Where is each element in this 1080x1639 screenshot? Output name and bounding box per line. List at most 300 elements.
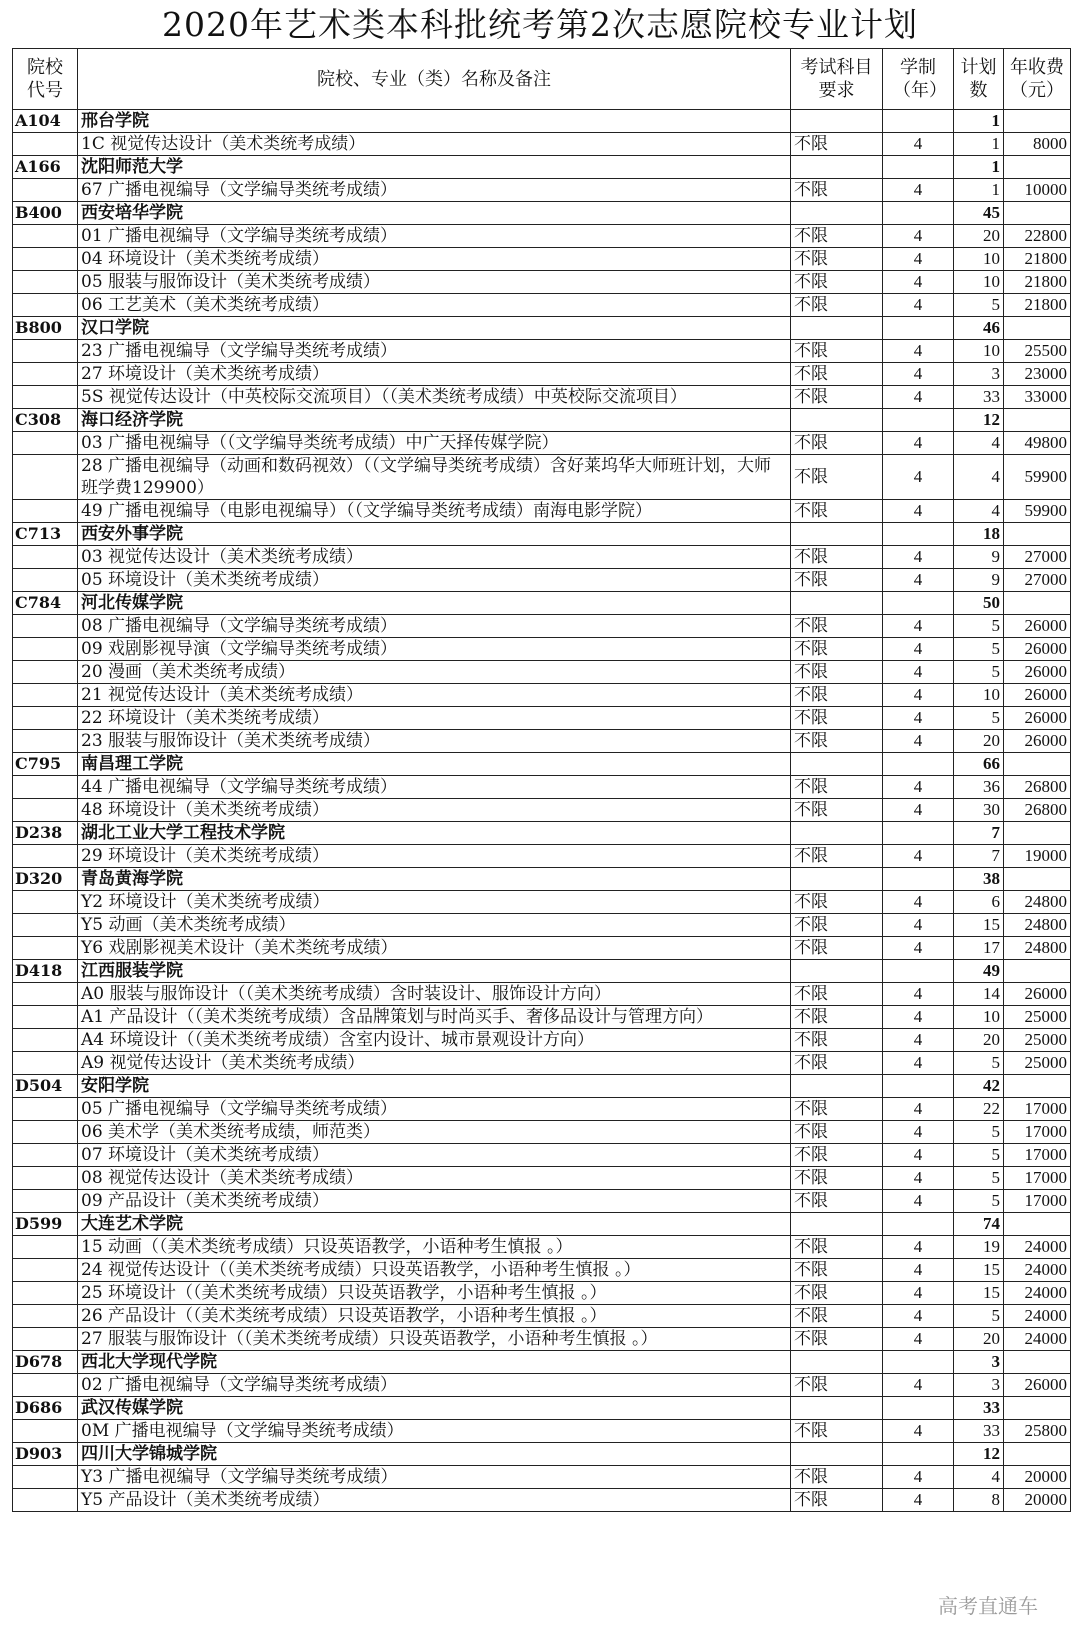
major-row [13,707,1071,730]
major-years: 4 [883,340,954,363]
school-name: 南昌理工学院 [78,753,791,776]
major-name: 03 视觉传达设计（美术类统考成绩） [78,546,791,569]
major-plan: 1 [954,179,1004,202]
major-exam: 不限 [791,1420,883,1443]
exam-cell [791,960,883,983]
school-code: B800 [13,317,78,340]
school-name: 大连艺术学院 [78,1213,791,1236]
school-plan: 7 [954,822,1004,845]
fee-cell [1004,523,1071,546]
major-exam: 不限 [791,546,883,569]
major-name: 05 广播电视编导（文学编导类统考成绩） [78,1098,791,1121]
major-fee: 21800 [1004,248,1071,271]
years-cell [883,523,954,546]
major-years: 4 [883,546,954,569]
major-fee: 26000 [1004,730,1071,753]
major-fee: 33000 [1004,386,1071,409]
major-years: 4 [883,638,954,661]
major-years: 4 [883,1259,954,1282]
major-row [13,1121,1071,1144]
major-plan: 10 [954,1006,1004,1029]
major-fee: 17000 [1004,1121,1071,1144]
major-years: 4 [883,684,954,707]
major-row [13,1374,1071,1397]
major-exam: 不限 [791,1144,883,1167]
school-name: 安阳学院 [78,1075,791,1098]
major-row [13,1144,1071,1167]
exam-cell [791,110,883,133]
major-name: 15 动画（（美术类统考成绩）只设英语教学，小语种考生慎报 。） [78,1236,791,1259]
major-plan: 5 [954,294,1004,317]
major-exam: 不限 [791,363,883,386]
major-fee: 26000 [1004,684,1071,707]
code-cell [13,845,78,868]
major-row [13,638,1071,661]
major-exam: 不限 [791,455,883,500]
major-fee: 26000 [1004,661,1071,684]
major-name: 02 广播电视编导（文学编导类统考成绩） [78,1374,791,1397]
school-plan: 3 [954,1351,1004,1374]
major-years: 4 [883,1420,954,1443]
major-years: 4 [883,225,954,248]
major-plan: 33 [954,1420,1004,1443]
major-years: 4 [883,1144,954,1167]
major-plan: 10 [954,340,1004,363]
code-cell [13,1420,78,1443]
code-cell [13,225,78,248]
school-row [13,1075,1071,1098]
major-fee: 25800 [1004,1420,1071,1443]
major-plan: 15 [954,914,1004,937]
code-cell [13,1259,78,1282]
code-cell [13,271,78,294]
exam-cell [791,753,883,776]
code-cell [13,615,78,638]
school-plan: 33 [954,1397,1004,1420]
header-plan: 计划数 [954,49,1004,110]
major-exam: 不限 [791,983,883,1006]
school-name: 汉口学院 [78,317,791,340]
major-fee: 25000 [1004,1006,1071,1029]
header-code: 院校代号 [13,49,78,110]
major-plan: 5 [954,1144,1004,1167]
major-name: 08 广播电视编导（文学编导类统考成绩） [78,615,791,638]
major-fee: 8000 [1004,133,1071,156]
code-cell [13,248,78,271]
school-plan: 66 [954,753,1004,776]
school-plan: 1 [954,110,1004,133]
major-name: 09 戏剧影视导演（文学编导类统考成绩） [78,638,791,661]
major-row [13,983,1071,1006]
major-plan: 15 [954,1259,1004,1282]
major-years: 4 [883,1328,954,1351]
school-name: 青岛黄海学院 [78,868,791,891]
major-row [13,1466,1071,1489]
school-name: 武汉传媒学院 [78,1397,791,1420]
major-fee: 24000 [1004,1259,1071,1282]
major-name: 48 环境设计（美术类统考成绩） [78,799,791,822]
major-exam: 不限 [791,937,883,960]
major-row [13,1305,1071,1328]
major-name: 07 环境设计（美术类统考成绩） [78,1144,791,1167]
school-plan: 45 [954,202,1004,225]
major-name: 23 服装与服饰设计（美术类统考成绩） [78,730,791,753]
major-name: 23 广播电视编导（文学编导类统考成绩） [78,340,791,363]
major-fee: 17000 [1004,1098,1071,1121]
code-cell [13,340,78,363]
major-fee: 26000 [1004,707,1071,730]
school-name: 西安培华学院 [78,202,791,225]
school-name: 邢台学院 [78,110,791,133]
major-row [13,799,1071,822]
major-row [13,363,1071,386]
school-name: 河北传媒学院 [78,592,791,615]
major-name: 27 服装与服饰设计（（美术类统考成绩）只设英语教学，小语种考生慎报 。） [78,1328,791,1351]
school-plan: 46 [954,317,1004,340]
major-years: 4 [883,1305,954,1328]
major-plan: 5 [954,707,1004,730]
major-row [13,271,1071,294]
school-row [13,1213,1071,1236]
code-cell [13,799,78,822]
major-fee: 21800 [1004,271,1071,294]
major-exam: 不限 [791,1098,883,1121]
fee-cell [1004,110,1071,133]
major-row [13,937,1071,960]
code-cell [13,546,78,569]
major-name: Y5 动画（美术类统考成绩） [78,914,791,937]
major-years: 4 [883,845,954,868]
major-plan: 20 [954,1029,1004,1052]
school-row [13,753,1071,776]
major-exam: 不限 [791,1282,883,1305]
code-cell [13,386,78,409]
major-plan: 36 [954,776,1004,799]
fee-cell [1004,317,1071,340]
major-exam: 不限 [791,1374,883,1397]
major-years: 4 [883,133,954,156]
school-row [13,409,1071,432]
major-fee: 24000 [1004,1328,1071,1351]
major-row [13,432,1071,455]
major-plan: 20 [954,730,1004,753]
header-exam: 考试科目要求 [791,49,883,110]
major-years: 4 [883,661,954,684]
school-code: D504 [13,1075,78,1098]
major-exam: 不限 [791,1328,883,1351]
major-exam: 不限 [791,500,883,523]
major-years: 4 [883,248,954,271]
header-name: 院校、专业（类）名称及备注 [78,49,791,110]
code-cell [13,730,78,753]
major-plan: 5 [954,1052,1004,1075]
major-name: A9 视觉传达设计（美术类统考成绩） [78,1052,791,1075]
major-name: 24 视觉传达设计（（美术类统考成绩）只设英语教学，小语种考生慎报 。） [78,1259,791,1282]
major-plan: 4 [954,1466,1004,1489]
major-name: 25 环境设计（（美术类统考成绩）只设英语教学，小语种考生慎报 。） [78,1282,791,1305]
major-exam: 不限 [791,1006,883,1029]
major-plan: 6 [954,891,1004,914]
major-exam: 不限 [791,845,883,868]
major-exam: 不限 [791,271,883,294]
major-name: 44 广播电视编导（文学编导类统考成绩） [78,776,791,799]
fee-cell [1004,1213,1071,1236]
school-plan: 12 [954,409,1004,432]
major-exam: 不限 [791,225,883,248]
fee-cell [1004,1075,1071,1098]
school-name: 海口经济学院 [78,409,791,432]
header-row [13,49,1071,110]
exam-cell [791,1351,883,1374]
major-plan: 30 [954,799,1004,822]
major-row [13,1282,1071,1305]
major-years: 4 [883,294,954,317]
major-plan: 5 [954,1305,1004,1328]
major-exam: 不限 [791,432,883,455]
code-cell [13,1167,78,1190]
school-code: C784 [13,592,78,615]
major-years: 4 [883,179,954,202]
years-cell [883,1075,954,1098]
major-years: 4 [883,1466,954,1489]
major-years: 4 [883,1167,954,1190]
code-cell [13,1282,78,1305]
major-name: 05 环境设计（美术类统考成绩） [78,569,791,592]
school-code: A166 [13,156,78,179]
header-years: 学制（年） [883,49,954,110]
major-years: 4 [883,983,954,1006]
major-exam: 不限 [791,1236,883,1259]
major-name: 1C 视觉传达设计（美术类统考成绩） [78,133,791,156]
major-years: 4 [883,799,954,822]
major-row [13,1420,1071,1443]
exam-cell [791,1213,883,1236]
major-row [13,891,1071,914]
exam-cell [791,409,883,432]
major-fee: 26000 [1004,1374,1071,1397]
school-row [13,960,1071,983]
school-plan: 1 [954,156,1004,179]
code-cell [13,661,78,684]
major-name: A0 服装与服饰设计（（美术类统考成绩）含时装设计、服饰设计方向） [78,983,791,1006]
major-years: 4 [883,500,954,523]
code-cell [13,1489,78,1512]
major-plan: 33 [954,386,1004,409]
code-cell [13,1374,78,1397]
major-years: 4 [883,1236,954,1259]
major-years: 4 [883,914,954,937]
major-fee: 25500 [1004,340,1071,363]
major-fee: 17000 [1004,1167,1071,1190]
major-fee: 22800 [1004,225,1071,248]
years-cell [883,822,954,845]
school-plan: 42 [954,1075,1004,1098]
exam-cell [791,1443,883,1466]
major-fee: 27000 [1004,546,1071,569]
major-fee: 26800 [1004,776,1071,799]
major-name: 03 广播电视编导（（文学编导类统考成绩）中广天择传媒学院） [78,432,791,455]
major-years: 4 [883,1121,954,1144]
school-code: D903 [13,1443,78,1466]
years-cell [883,960,954,983]
major-years: 4 [883,1374,954,1397]
school-name: 沈阳师范大学 [78,156,791,179]
school-code: D238 [13,822,78,845]
code-cell [13,684,78,707]
school-plan: 74 [954,1213,1004,1236]
major-plan: 3 [954,1374,1004,1397]
major-years: 4 [883,569,954,592]
major-years: 4 [883,271,954,294]
major-row [13,179,1071,202]
major-row [13,661,1071,684]
school-plan: 50 [954,592,1004,615]
major-exam: 不限 [791,133,883,156]
major-name: Y3 广播电视编导（文学编导类统考成绩） [78,1466,791,1489]
code-cell [13,776,78,799]
school-plan: 49 [954,960,1004,983]
major-plan: 15 [954,1282,1004,1305]
major-years: 4 [883,363,954,386]
major-row [13,845,1071,868]
major-row [13,615,1071,638]
school-code: D678 [13,1351,78,1374]
major-name: 04 环境设计（美术类统考成绩） [78,248,791,271]
major-name: Y2 环境设计（美术类统考成绩） [78,891,791,914]
code-cell [13,1305,78,1328]
school-row [13,202,1071,225]
major-years: 4 [883,432,954,455]
code-cell [13,1328,78,1351]
fee-cell [1004,753,1071,776]
code-cell [13,294,78,317]
major-row [13,546,1071,569]
code-cell [13,569,78,592]
fee-cell [1004,868,1071,891]
school-name: 西北大学现代学院 [78,1351,791,1374]
exam-cell [791,1397,883,1420]
school-row [13,156,1071,179]
major-name: A4 环境设计（（美术类统考成绩）含室内设计、城市景观设计方向） [78,1029,791,1052]
major-exam: 不限 [791,615,883,638]
major-row [13,1029,1071,1052]
major-exam: 不限 [791,1167,883,1190]
major-row [13,1236,1071,1259]
major-name: 06 工艺美术（美术类统考成绩） [78,294,791,317]
years-cell [883,753,954,776]
major-years: 4 [883,386,954,409]
major-fee: 25000 [1004,1029,1071,1052]
major-exam: 不限 [791,799,883,822]
school-code: C308 [13,409,78,432]
code-cell [13,1121,78,1144]
years-cell [883,156,954,179]
fee-cell [1004,1351,1071,1374]
school-row [13,317,1071,340]
major-row [13,133,1071,156]
school-plan: 38 [954,868,1004,891]
major-plan: 5 [954,1121,1004,1144]
major-years: 4 [883,615,954,638]
major-fee: 17000 [1004,1190,1071,1213]
major-name: 0M 广播电视编导（文学编导类统考成绩） [78,1420,791,1443]
school-code: D686 [13,1397,78,1420]
years-cell [883,202,954,225]
major-plan: 19 [954,1236,1004,1259]
years-cell [883,1351,954,1374]
major-fee: 49800 [1004,432,1071,455]
code-cell [13,1098,78,1121]
major-exam: 不限 [791,1029,883,1052]
years-cell [883,110,954,133]
major-plan: 3 [954,363,1004,386]
major-row [13,1006,1071,1029]
major-row [13,1167,1071,1190]
exam-cell [791,523,883,546]
fee-cell [1004,156,1071,179]
major-name: Y6 戏剧影视美术设计（美术类统考成绩） [78,937,791,960]
fee-cell [1004,592,1071,615]
major-name: 67 广播电视编导（文学编导类统考成绩） [78,179,791,202]
major-row [13,1489,1071,1512]
exam-cell [791,822,883,845]
school-code: C713 [13,523,78,546]
major-fee: 26000 [1004,615,1071,638]
major-row [13,684,1071,707]
major-exam: 不限 [791,1489,883,1512]
major-fee: 17000 [1004,1144,1071,1167]
major-plan: 4 [954,500,1004,523]
code-cell [13,1052,78,1075]
major-fee: 27000 [1004,569,1071,592]
exam-cell [791,156,883,179]
major-fee: 24800 [1004,914,1071,937]
major-exam: 不限 [791,340,883,363]
major-exam: 不限 [791,1121,883,1144]
school-row [13,1397,1071,1420]
major-row [13,294,1071,317]
major-row [13,914,1071,937]
header-fee: 年收费（元） [1004,49,1071,110]
major-name: 20 漫画（美术类统考成绩） [78,661,791,684]
code-cell [13,133,78,156]
major-plan: 20 [954,1328,1004,1351]
major-name: 22 环境设计（美术类统考成绩） [78,707,791,730]
major-name: 21 视觉传达设计（美术类统考成绩） [78,684,791,707]
fee-cell [1004,202,1071,225]
major-row [13,386,1071,409]
years-cell [883,592,954,615]
major-years: 4 [883,1489,954,1512]
major-fee: 24800 [1004,891,1071,914]
code-cell [13,1029,78,1052]
major-name: 08 视觉传达设计（美术类统考成绩） [78,1167,791,1190]
exam-cell [791,1075,883,1098]
school-plan: 18 [954,523,1004,546]
major-years: 4 [883,455,954,500]
code-cell [13,179,78,202]
major-fee: 24000 [1004,1305,1071,1328]
major-exam: 不限 [791,776,883,799]
major-name: 49 广播电视编导（电影电视编导）（（文学编导类统考成绩）南海电影学院） [78,500,791,523]
major-plan: 20 [954,225,1004,248]
school-code: C795 [13,753,78,776]
major-years: 4 [883,730,954,753]
school-name: 四川大学锦城学院 [78,1443,791,1466]
school-row [13,822,1071,845]
major-exam: 不限 [791,914,883,937]
school-row [13,592,1071,615]
